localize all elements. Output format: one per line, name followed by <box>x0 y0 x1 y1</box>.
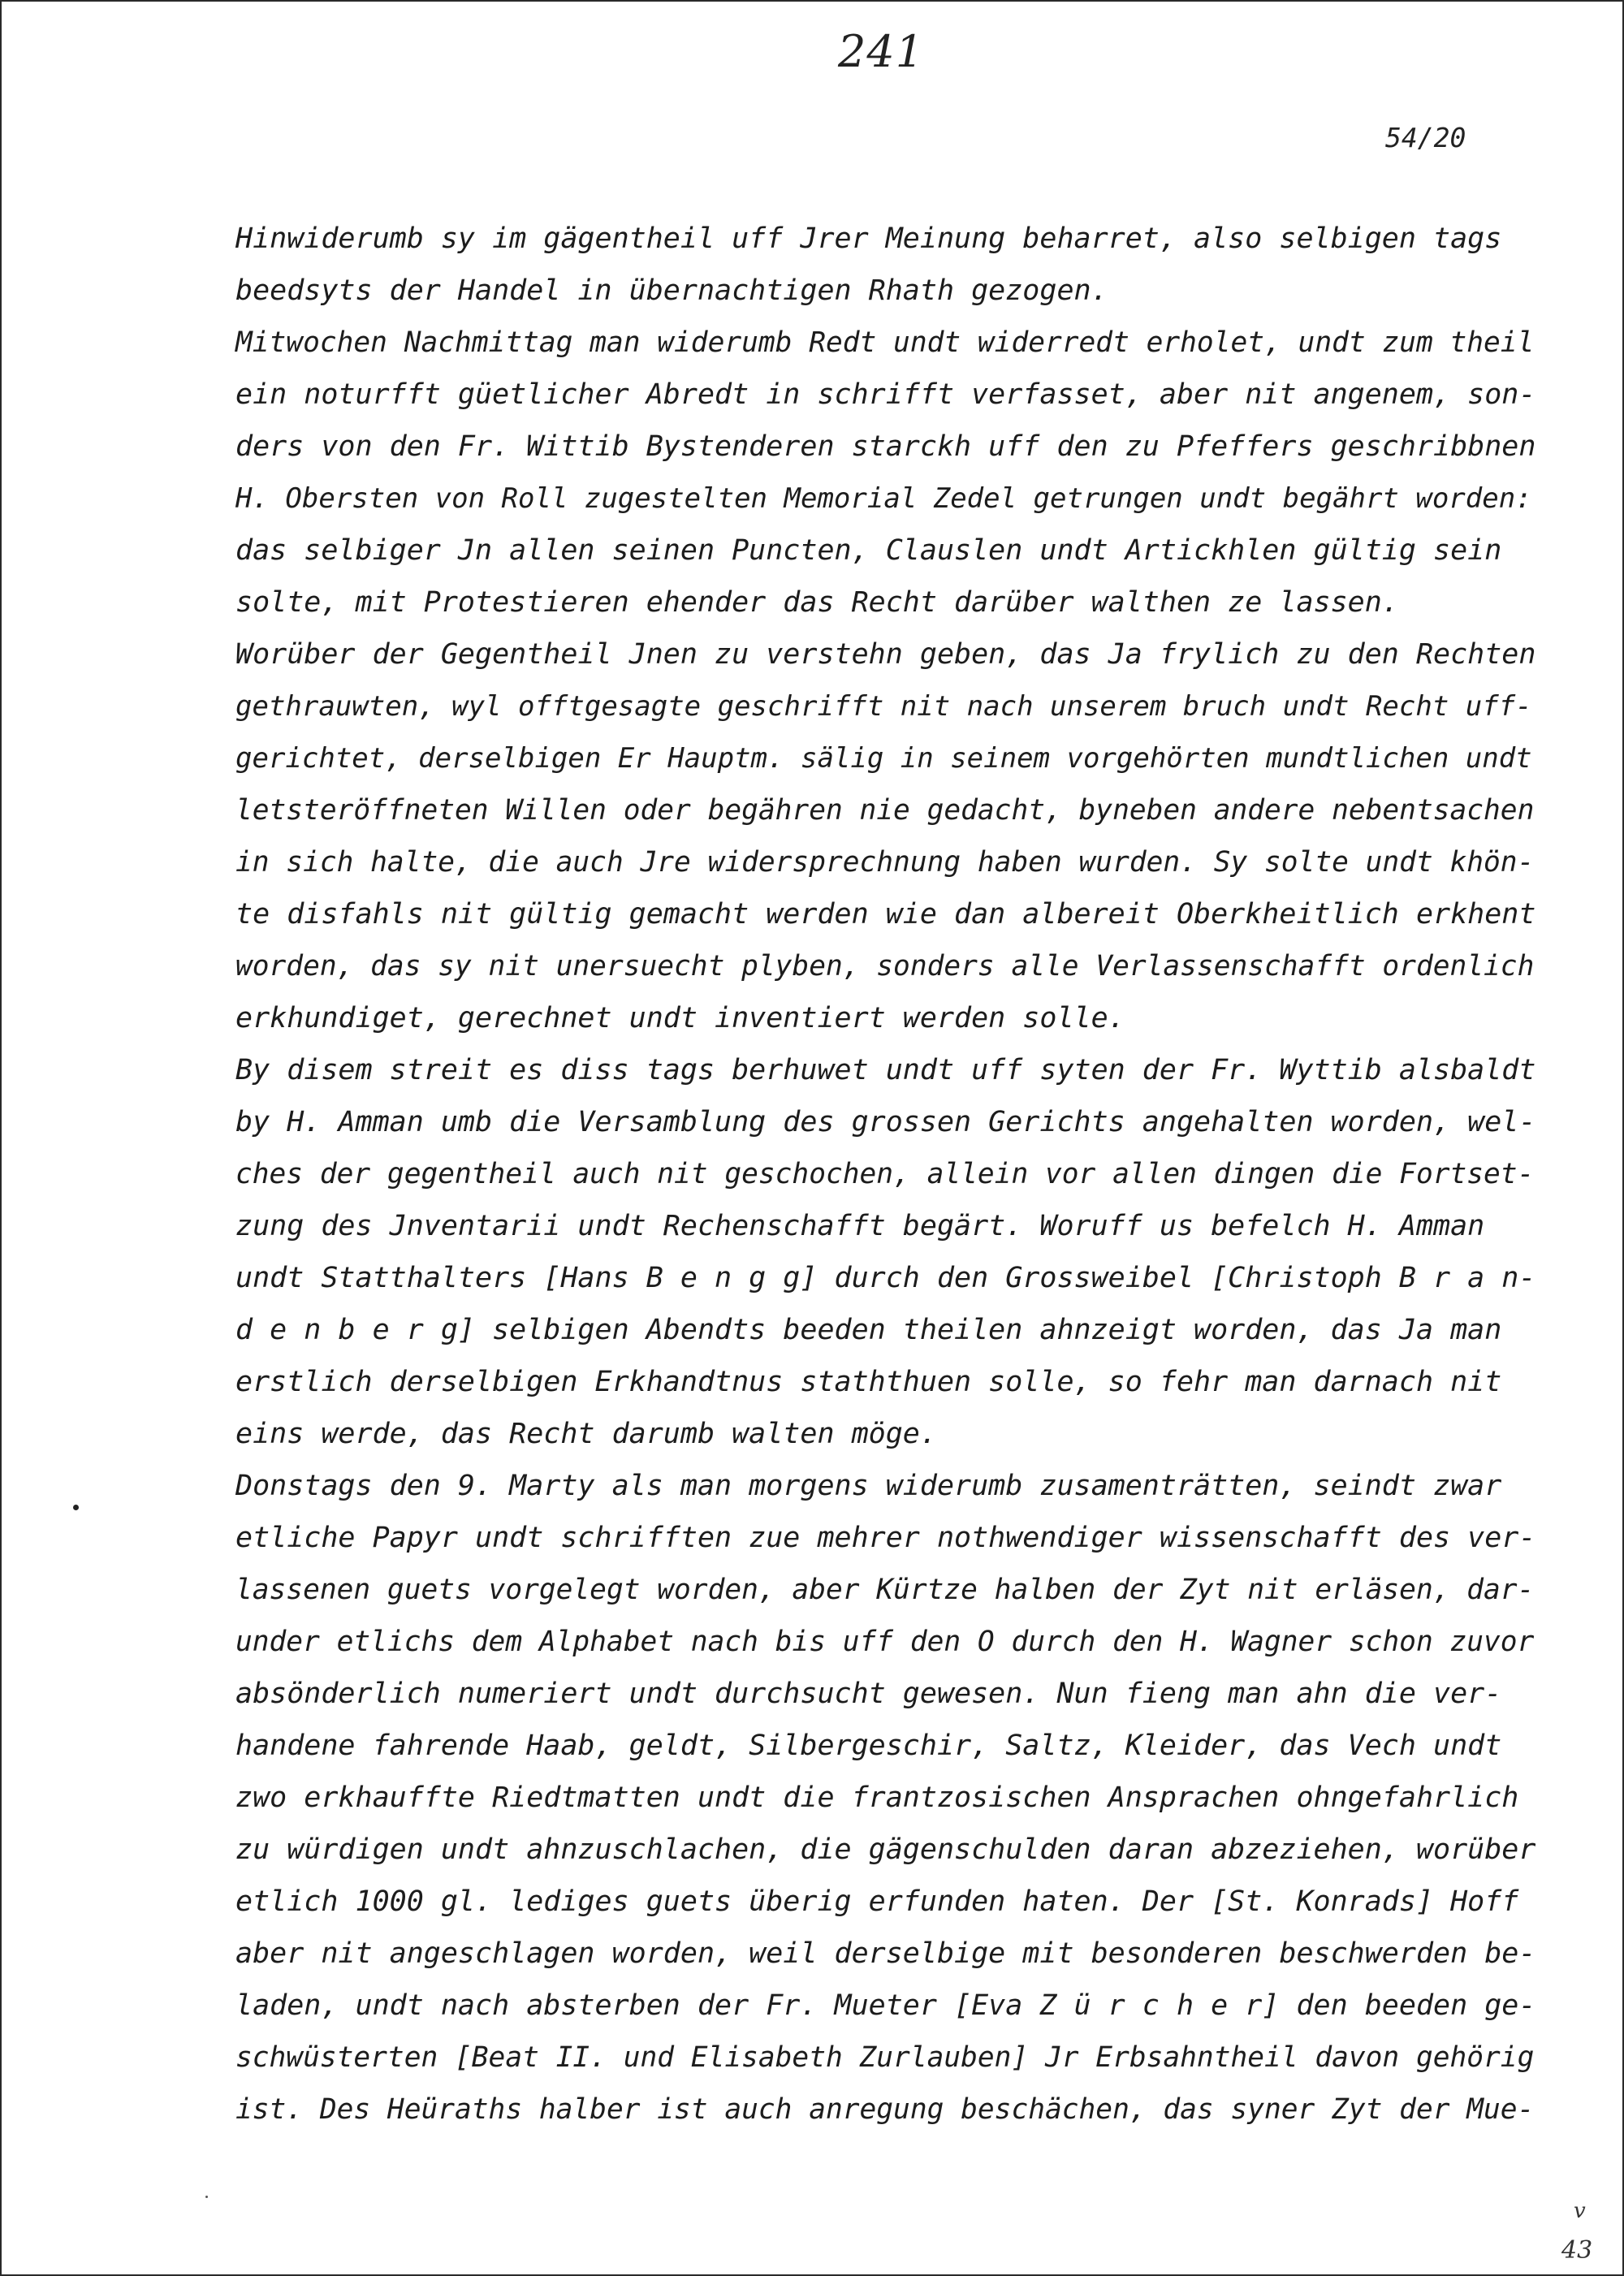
page-number: 54/20 <box>1385 122 1466 153</box>
margin-dot-small <box>205 2196 208 2198</box>
text-line: Donstags den 9. Marty als man morgens widerumb zusamenträtten, seindt zwar <box>235 1470 1502 1502</box>
text-line: worden, das sy nit unersuecht plyben, sonders alle Verlassenschafft ordenlich <box>235 950 1535 983</box>
body-text <box>235 213 1543 2136</box>
text-line: letsteröffneten Willen oder begähren nie gedacht, byneben andere nebentsachen <box>235 794 1535 827</box>
corner-mark: v <box>1574 2199 1586 2223</box>
text-line: under etlichs dem Alphabet nach bis uff den O durch den H. Wagner schon zuvor <box>235 1626 1535 1658</box>
text-line: H. Obersten von Roll zugestelten Memorial Zedel getrungen undt begährt worden: <box>235 482 1532 515</box>
text-line: handene fahrende Haab, geldt, Silbergeschir, Saltz, Kleider, das Vech undt <box>235 1730 1502 1762</box>
text-line: solte, mit Protestieren ehender das Recht darüber walthen ze lassen. <box>235 586 1399 619</box>
folio-number: 241 <box>838 26 925 77</box>
text-line: schwüsterten [Beat II. und Elisabeth Zurlauben] Jr Erbsahntheil davon gehörig <box>235 2041 1535 2074</box>
text-line: in sich halte, die auch Jre widersprechnung haben wurden. Sy solte undt khön- <box>235 846 1535 879</box>
text-line: ders von den Fr. Wittib Bystenderen starckh uff den zu Pfeffers geschribbnen <box>235 430 1536 463</box>
text-line: etlich 1000 gl. lediges guets überig erfunden haten. Der [St. Konrads] Hoff <box>235 1885 1519 1918</box>
text-line: Mitwochen Nachmittag man widerumb Redt undt widerredt erholet, undt zum theil <box>235 326 1535 359</box>
text-line: erkhundiget, gerechnet undt inventiert werden solle. <box>235 1002 1125 1034</box>
text-line: by H. Amman umb die Versamblung des grossen Gerichts angehalten worden, wel- <box>235 1106 1536 1138</box>
text-line: aber nit angeschlagen worden, weil derselbige mit besonderen beschwerden be- <box>235 1937 1536 1970</box>
margin-dot <box>73 1505 79 1510</box>
text-line: undt Statthalters [Hans B e n g g] durch den Grossweibel [Christoph B r a n- <box>235 1262 1536 1294</box>
text-line: ein noturfft güetlicher Abredt in schrifft verfasset, aber nit angenem, son- <box>235 378 1536 411</box>
text-line: te disfahls nit gültig gemacht werden wie dan albereit Oberkheitlich erkhent <box>235 898 1536 931</box>
text-line: Hinwiderumb sy im gägentheil uff Jrer Meinung beharret, also selbigen tags <box>235 222 1502 255</box>
text-line: zu würdigen undt ahnzuschlachen, die gägenschulden daran abzeziehen, worüber <box>235 1833 1536 1866</box>
text-line: eins werde, das Recht darumb walten möge. <box>235 1418 937 1450</box>
text-line: erstlich derselbigen Erkhandtnus staththuen solle, so fehr man darnach nit <box>235 1366 1502 1398</box>
text-line: laden, undt nach absterben der Fr. Mueter [Eva Z ü r c h e r] den beeden ge- <box>235 1989 1536 2022</box>
text-line: ist. Des Heüraths halber ist auch anregung beschächen, das syner Zyt der Mue- <box>235 2093 1535 2126</box>
text-line: gethrauwten, wyl offtgesagte geschrifft nit nach unserem bruch undt Recht uff- <box>235 690 1532 723</box>
text-line: By disem streit es diss tags berhuwet undt uff syten der Fr. Wyttib alsbaldt <box>235 1054 1536 1086</box>
text-line: Worüber der Gegentheil Jnen zu verstehn geben, das Ja frylich zu den Rechten <box>235 638 1536 671</box>
text-line: beedsyts der Handel in übernachtigen Rhath gezogen. <box>235 274 1108 307</box>
text-line: d e n b e r g] selbigen Abendts beeden theilen ahnzeigt worden, das Ja man <box>235 1314 1502 1346</box>
text-line: zung des Jnventarii undt Rechenschafft begärt. Woruff us befelch H. Amman <box>235 1210 1485 1242</box>
text-line: etliche Papyr undt schrifften zue mehrer nothwendiger wissenschafft des ver- <box>235 1522 1536 1554</box>
text-line: gerichtet, derselbigen Er Hauptm. sälig in seinem vorgehörten mundtlichen undt <box>235 742 1532 775</box>
text-line: zwo erkhauffte Riedtmatten undt die frantzosischen Ansprachen ohngefahrlich <box>235 1781 1519 1814</box>
corner-number: 43 <box>1561 2236 1593 2265</box>
text-line: lassenen guets vorgelegt worden, aber Kürtze halben der Zyt nit erläsen, dar- <box>235 1574 1535 1606</box>
text-line: ches der gegentheil auch nit geschochen, allein vor allen dingen die Fortset- <box>235 1158 1535 1190</box>
text-line: absönderlich numeriert undt durchsucht gewesen. Nun fieng man ahn die ver- <box>235 1678 1502 1710</box>
text-line: das selbiger Jn allen seinen Puncten, Clauslen undt Artickhlen gültig sein <box>235 534 1502 567</box>
